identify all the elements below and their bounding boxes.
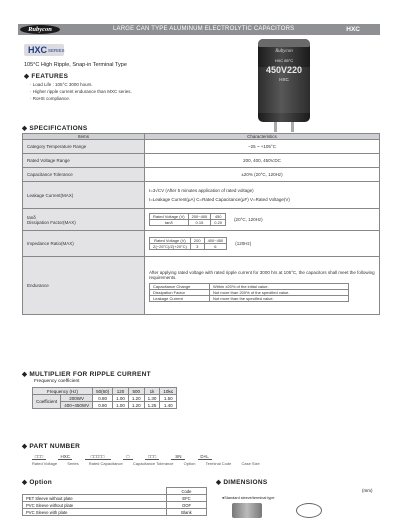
dimensions-heading: ◆ DIMENSIONS: [216, 479, 268, 486]
part-label: Rated Voltage: [32, 461, 58, 466]
option-code: EFC: [167, 495, 207, 502]
diamond-icon: ◆: [22, 125, 28, 132]
option-name: PET Sleeve without plate: [23, 495, 167, 502]
spec-value: ±20% (20°C, 120Hz): [145, 168, 380, 182]
leakage-formula: I=3√CV (After 5 minutes application of rated voltage): [149, 188, 254, 193]
specifications-table: [22, 133, 380, 315]
table-cell: 1.25: [144, 402, 160, 409]
frequency-header: 10k≤: [160, 388, 177, 395]
table-cell: Z(−25°C)/Z(+20°C): [150, 244, 191, 250]
capacitor-terminal: [274, 122, 277, 132]
capacitor-series-mark: HXC: [279, 77, 289, 82]
dimension-drawing-top-view: [296, 503, 322, 518]
table-cell: 1.00: [113, 402, 129, 409]
table-cell: Rated Voltage (V): [150, 238, 191, 244]
capacitor-rating: 450V220: [265, 65, 303, 75]
table-cell: Not more than the specified value.: [210, 295, 349, 301]
table-cell: Leakage Current: [150, 295, 210, 301]
option-table: [22, 487, 207, 516]
option-name: PVC Sleeve without plate: [23, 502, 167, 509]
table-header: Frequency (Hz): [33, 388, 93, 395]
impedance-table: [149, 237, 227, 250]
diamond-icon: ◆: [22, 479, 28, 486]
part-number-codes: [32, 454, 223, 460]
series-name: HXC: [28, 45, 48, 55]
table-cell: 1.00: [113, 395, 129, 402]
table-cell: 0.15: [188, 220, 211, 226]
tan-delta-table: [149, 213, 226, 226]
column-header: Items: [23, 134, 145, 140]
table-cell: 450: [211, 214, 226, 220]
part-label: Capacitance Tolerance: [132, 461, 174, 466]
frequency-header: 50(60): [93, 388, 113, 395]
dimension-drawing: [232, 503, 262, 518]
header-bar: [18, 24, 380, 35]
spec-value: [145, 257, 380, 315]
part-label: Option: [183, 461, 196, 466]
table-cell: 1.50: [160, 395, 177, 402]
part-number-labels: [32, 461, 269, 466]
table-cell: Not more than 200% of the specified value.: [210, 289, 349, 295]
series-suffix: SERIES: [48, 48, 65, 53]
rubycon-logo: Rubycon: [20, 25, 60, 34]
document-title: LARGE CAN TYPE ALUMINUM ELECTROLYTIC CAPACITORS: [113, 26, 295, 32]
option-code: Blank: [167, 509, 207, 516]
series-tab: [24, 44, 64, 56]
part-label: Terminal Code: [205, 461, 232, 466]
table-cell: Dissipation Factor: [150, 289, 210, 295]
diamond-icon: ◆: [22, 371, 28, 378]
feature-item: · Higher ripple current endurance than MXC series.: [30, 89, 132, 94]
voltage-label: 200WV: [61, 395, 93, 402]
leakage-legend: I=Leakage Current(μA) C=Rated Capacitance(μF) V=Rated Voltage(V): [149, 197, 290, 202]
table-cell: tanδ: [150, 220, 189, 226]
spec-value: [145, 209, 380, 231]
table-cell: 400~450: [204, 238, 227, 244]
spec-item: Rated Voltage Range: [23, 154, 145, 168]
part-code: SN: [171, 454, 185, 460]
table-cell: Rated Voltage (V): [150, 214, 189, 220]
spec-item: Impedance Ratio(MAX): [23, 231, 145, 257]
dimensions-unit: (mm): [362, 488, 373, 493]
endurance-intro: After applying rated voltage with rated ripple current for 3000 hrs at 105°C, the capacitors shall meet the following requirements.: [149, 269, 375, 280]
column-header: Code: [167, 488, 207, 495]
spec-item: Category Temperature Range: [23, 140, 145, 154]
option-code: OOF: [167, 502, 207, 509]
table-cell: 0.20: [211, 220, 226, 226]
capacitor-photo: [258, 39, 310, 122]
part-code: □□□: [32, 454, 46, 460]
part-number-heading: ◆ PART NUMBER: [22, 443, 81, 450]
diamond-icon: ◆: [216, 479, 222, 486]
table-cell: 200: [190, 238, 204, 244]
frequency-header: 120: [113, 388, 129, 395]
spec-value: [145, 182, 380, 209]
capacitor-top: [258, 39, 310, 47]
tan-delta-condition: (20°C, 120Hz): [234, 217, 263, 222]
spec-item: Leakage Current(MAX): [23, 182, 145, 209]
table-cell: 1.40: [160, 402, 177, 409]
voltage-label: 400~450WV: [61, 402, 93, 409]
frequency-header: 500: [128, 388, 144, 395]
column-header: Characteristics: [145, 134, 380, 140]
part-code: □□□: [145, 454, 159, 460]
dimensions-note: ●Standard sleeve/terminal type: [222, 496, 275, 500]
part-label: Series: [67, 461, 79, 466]
option-name: PVC Sleeve with plate: [23, 509, 167, 516]
spec-item: tanδ Dissipation Factor(MAX): [23, 209, 145, 231]
table-cell: 0.80: [93, 402, 113, 409]
row-label: Coefficient: [33, 395, 61, 409]
ripple-table: [32, 387, 177, 409]
part-code: □□□□□: [85, 454, 111, 460]
impedance-condition: (120Hz): [235, 241, 252, 246]
table-cell: 1.20: [128, 395, 144, 402]
series-code: HXC: [346, 26, 360, 33]
table-cell: Capacitance Change: [150, 283, 210, 289]
part-code: HXC: [58, 454, 72, 460]
frequency-header: 1k: [144, 388, 160, 395]
table-cell: 200~400: [188, 214, 211, 220]
capacitor-brand: Rubycon: [275, 49, 293, 54]
specifications-heading: ◆ SPECIFICATIONS: [22, 125, 88, 132]
part-label: Rated Capacitance: [88, 461, 123, 466]
capacitor-marking: HXC 85°C: [274, 58, 294, 63]
feature-item: · RoHS compliance.: [30, 96, 71, 101]
table-cell: 1.30: [144, 395, 160, 402]
table-cell: 3: [190, 244, 204, 250]
table-cell: 6: [204, 244, 227, 250]
endurance-table: [149, 283, 349, 302]
table-cell: Within ±20% of the initial value.: [210, 283, 349, 289]
table-cell: [23, 488, 167, 495]
diamond-icon: ◆: [24, 73, 30, 80]
series-subtitle: 105°C High Ripple, Snap-in Terminal Type: [24, 62, 127, 68]
spec-value: −25 ~ +105°C: [145, 140, 380, 154]
spec-item: Capacitance Tolerance: [23, 168, 145, 182]
ripple-subtitle: Frequency coefficient: [34, 379, 80, 384]
ripple-heading: ◆ MULTIPLIER FOR RIPPLE CURRENT: [22, 371, 151, 378]
features-heading: ◆ FEATURES: [24, 73, 69, 80]
option-heading: ◆ Option: [22, 479, 53, 486]
part-code: □: [123, 454, 133, 460]
capacitor-terminal: [291, 122, 294, 132]
diamond-icon: ◆: [22, 443, 28, 450]
feature-item: · Load Life : 105°C 3000 hours.: [30, 82, 93, 87]
part-code: D×L: [198, 454, 212, 460]
table-cell: 1.20: [128, 402, 144, 409]
spec-item: Endurance: [23, 257, 145, 315]
table-cell: 0.80: [93, 395, 113, 402]
part-label: Case Size: [241, 461, 260, 466]
spec-value: [145, 231, 380, 257]
spec-value: 200, 400, 450V.DC: [145, 154, 380, 168]
